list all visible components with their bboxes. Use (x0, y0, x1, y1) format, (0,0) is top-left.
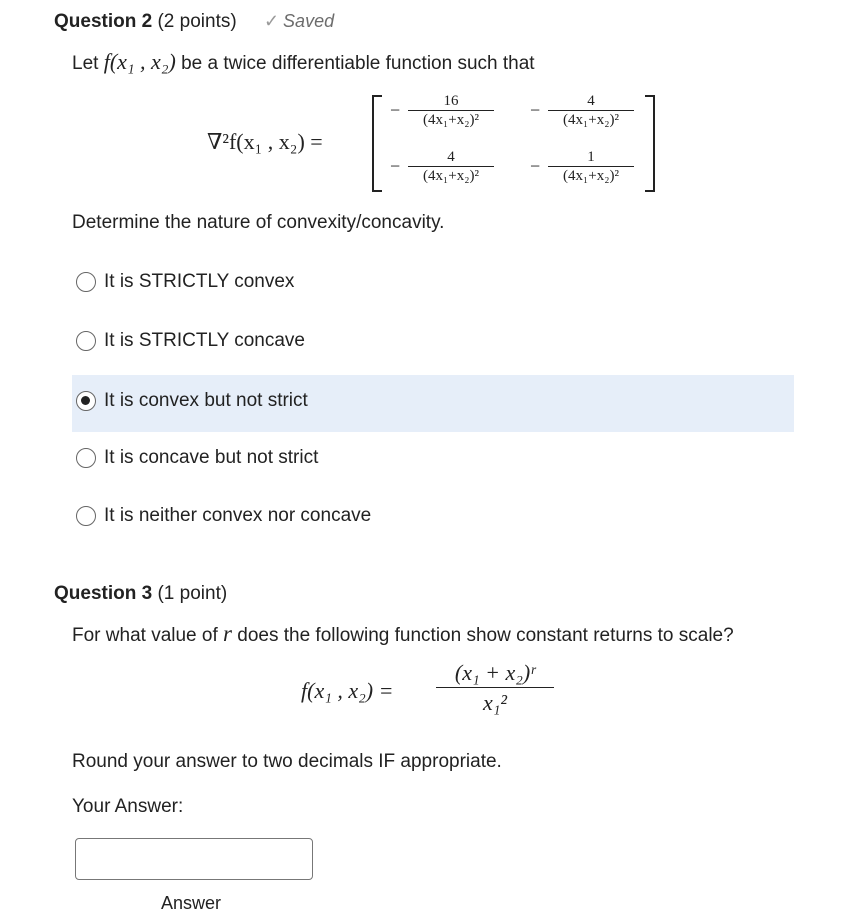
option-label: It is concave but not strict (104, 447, 319, 468)
matrix-right-bracket (645, 95, 655, 192)
function-numerator: (x₁ + x₂)ʳ (454, 660, 536, 685)
matrix-entry-12: $\frac{4}{\text{(4x₁+x₂)²}}$ (548, 93, 634, 129)
question-3-prompt: For what value of r does the following function show constant returns to scale? (72, 621, 734, 646)
option-concave-not-strict[interactable] (72, 432, 794, 489)
option-strictly-convex[interactable] (72, 256, 794, 313)
option-label: It is STRICTLY convex (104, 271, 295, 292)
radio-icon[interactable] (76, 331, 96, 351)
matrix-left-bracket (372, 95, 382, 192)
option-convex-not-strict[interactable] (72, 375, 794, 432)
option-strictly-concave[interactable] (72, 315, 794, 372)
matrix-entry-22: $\frac{1}{\text{(4x₁+x₂)²}}$ (548, 149, 634, 185)
check-icon: ✓ (263, 11, 280, 31)
round-note: Round your answer to two decimals IF appropriate. (72, 751, 502, 772)
function-denominator: x₁² (436, 687, 554, 718)
option-label: It is neither convex nor concave (104, 505, 372, 526)
question-2-title: Question 2 (54, 11, 153, 32)
matrix-entry-11: $\frac{16}{\text{(4x₁+x₂)²}}$ (408, 93, 494, 129)
question-2-instruction: Determine the nature of convexity/concavity. (72, 212, 445, 233)
option-label: It is STRICTLY concave (104, 330, 305, 351)
question-2-header (54, 11, 334, 33)
radio-icon[interactable] (76, 391, 96, 411)
function-lhs: f(x₁ , x₂) = (301, 678, 394, 703)
question-2-points: (2 points) (157, 11, 237, 32)
answer-input[interactable] (75, 838, 313, 880)
question-3-header (54, 583, 227, 605)
question-3-points: (1 point) (157, 583, 228, 604)
function-fraction (436, 659, 554, 718)
radio-icon[interactable] (76, 272, 96, 292)
radio-selected-dot (81, 396, 90, 405)
option-neither[interactable] (72, 490, 794, 547)
question-3-title: Question 3 (54, 583, 153, 604)
radio-icon[interactable] (76, 448, 96, 468)
answer-caption: Answer (161, 893, 222, 913)
saved-status: ✓ Saved (263, 11, 335, 31)
option-label: It is convex but not strict (104, 390, 308, 411)
your-answer-label: Your Answer: (72, 796, 184, 817)
radio-icon[interactable] (76, 506, 96, 526)
question-2-prompt: Let f(x₁ , x₂) be a twice differentiable function such that (72, 49, 535, 74)
matrix-entry-21: $\frac{4}{\text{(4x₁+x₂)²}}$ (408, 149, 494, 185)
hessian-lhs: ∇²f(x₁ , x₂) = (207, 129, 323, 154)
